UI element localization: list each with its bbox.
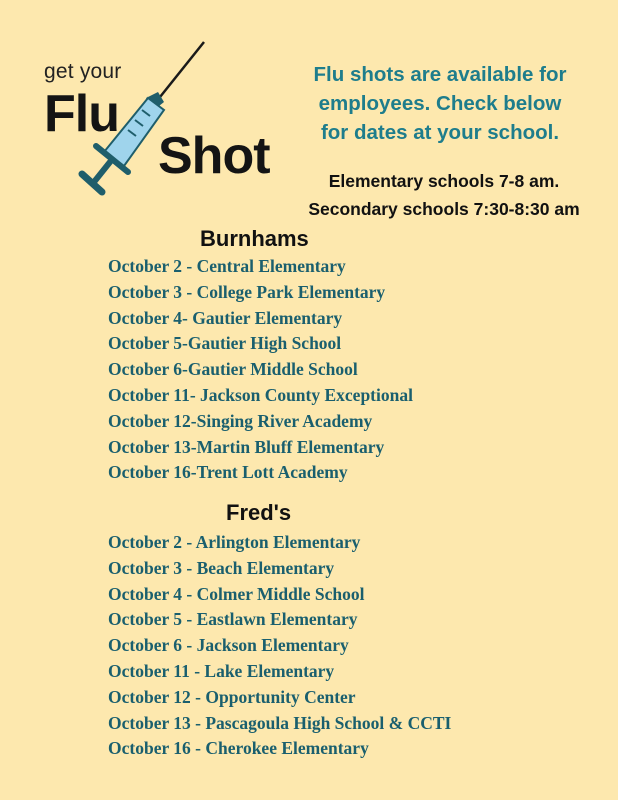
list-item: October 16-Trent Lott Academy [108,462,348,483]
list-item: October 2 - Central Elementary [108,256,346,276]
intro-line: employees. Check below [318,92,562,115]
logo-flu: Flu [44,85,119,143]
list-item: October 2 - Arlington Elementary [108,532,361,552]
list-item: October 3 - Beach Elementary [108,557,335,578]
list-item: October 5-Gautier High School [108,333,342,354]
secondary-hours: Secondary schools 7:30-8:30 am [308,199,580,219]
list-item: October 5 - Eastlawn Elementary [108,609,358,630]
list-item: October 6 - Jackson Elementary [108,635,349,656]
intro-line: for dates at your school. [320,121,560,144]
logo-get-your: get your [44,60,122,83]
list-item: October 6-Gautier Middle School [108,359,358,380]
list-item: October 11 - Lake Elementary [108,660,335,681]
list-item: October 4 - Colmer Middle School [108,583,365,604]
list-item: October 4- Gautier Elementary [108,307,343,328]
intro-text [290,60,590,147]
list-item: October 12 - Opportunity Center [108,686,356,707]
list-item: October 11- Jackson County Exceptional [108,384,413,405]
burnhams-heading: Burnhams [200,226,309,251]
elementary-hours: Elementary schools 7-8 am. [328,171,560,191]
list-item: October 3 - College Park Elementary [108,281,386,302]
freds-schedule-list [108,530,451,762]
list-item: October 13-Martin Bluff Elementary [108,436,385,457]
hours-info [270,167,618,223]
list-item: October 16 - Cherokee Elementary [108,738,369,759]
logo-shot: Shot [158,127,270,185]
intro-line: Flu shots are available for [313,63,567,86]
list-item: October 13 - Pascagoula High School & CCTI [108,712,452,733]
flu-shot-logo [38,40,278,200]
freds-heading: Fred's [226,500,292,525]
list-item: October 12-Singing River Academy [108,410,373,431]
burnhams-schedule-list [108,254,413,486]
